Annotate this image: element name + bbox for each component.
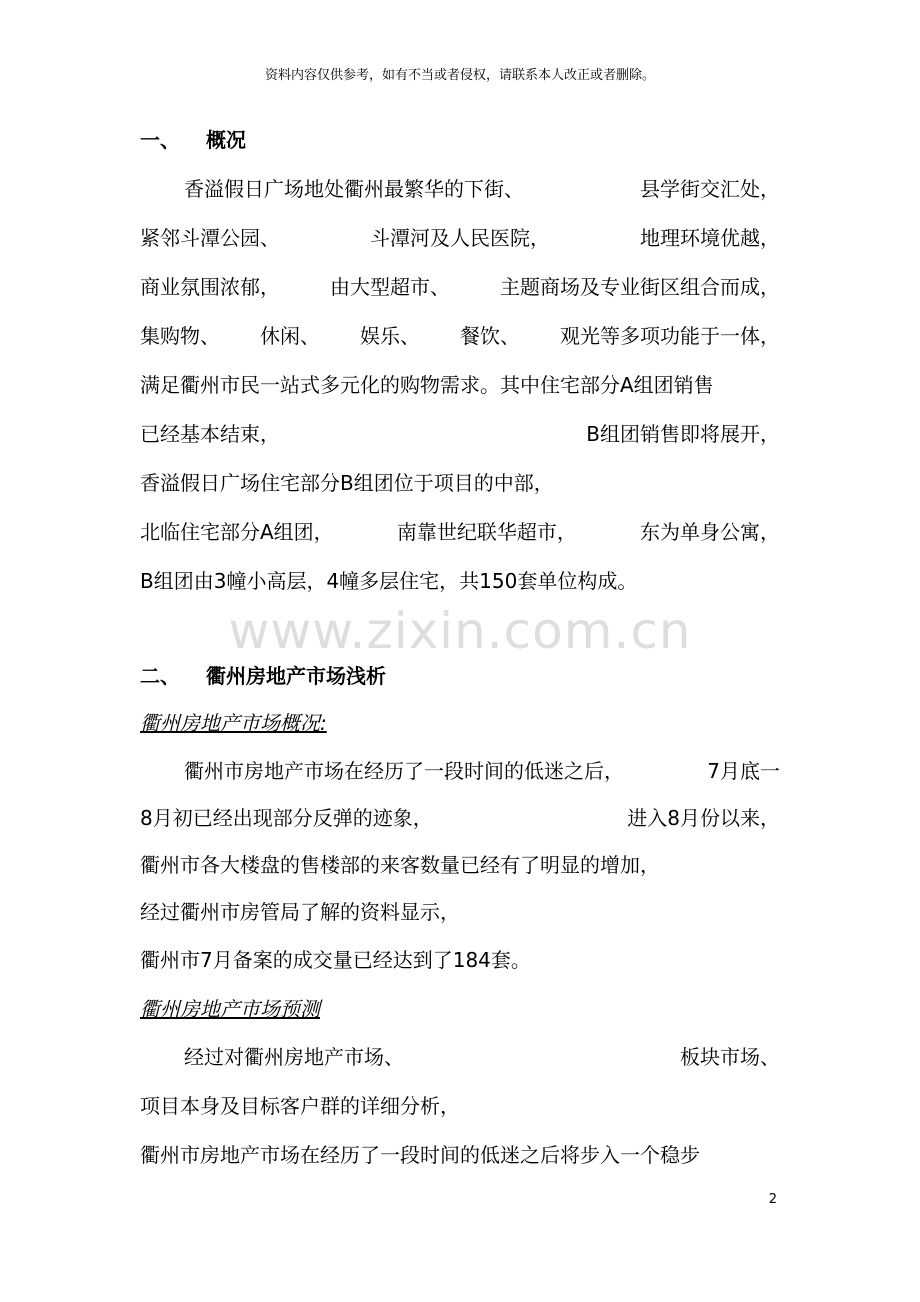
paragraph-line bbox=[140, 271, 780, 300]
text-segment: 8月初已经出现部分反弹的迹象， bbox=[140, 806, 433, 830]
paragraph-line bbox=[140, 418, 780, 447]
paragraph-line bbox=[140, 516, 780, 545]
paragraph-line bbox=[140, 222, 780, 251]
paragraph-line bbox=[140, 944, 780, 973]
text-segment: 地理环境优越， bbox=[640, 226, 780, 250]
paragraph-line bbox=[140, 1090, 780, 1119]
paragraph-line bbox=[140, 320, 780, 349]
paragraph-line bbox=[184, 173, 780, 202]
text-segment: 香溢假日广场住宅部分B组团位于项目的中部， bbox=[140, 471, 554, 495]
text-segment: 板块市场、 bbox=[680, 1045, 780, 1069]
section1-heading bbox=[140, 124, 246, 153]
paragraph-line bbox=[140, 565, 780, 594]
text-segment: 衢州市房地产市场在经历了一段时间的低迷之后， bbox=[184, 759, 624, 783]
header-notice: 资料内容仅供参考，如有不当或者侵权，请联系本人改正或者删除。 bbox=[264, 68, 655, 83]
text-segment: 紧邻斗潭公园、 bbox=[140, 226, 280, 250]
paragraph-line bbox=[184, 1041, 780, 1070]
subsection-title: 衢州房地产市场预测 bbox=[140, 997, 320, 1021]
text-segment: 斗潭河及人民医院， bbox=[370, 226, 550, 250]
paragraph-line bbox=[140, 896, 780, 925]
paragraph-line bbox=[140, 369, 780, 398]
text-segment: 餐饮、 bbox=[460, 324, 520, 348]
paragraph-line bbox=[140, 1139, 780, 1168]
subsection-title: 衢州房地产市场概况: bbox=[140, 711, 327, 735]
text-segment: 主题商场及专业街区组合而成， bbox=[500, 275, 780, 299]
page-number: 2 bbox=[768, 1192, 777, 1207]
text-segment: 已经基本结束， bbox=[140, 422, 280, 446]
paragraph-line bbox=[140, 467, 780, 496]
text-segment: 由大型超市、 bbox=[330, 275, 450, 299]
paragraph-line bbox=[184, 755, 780, 784]
text-segment: 北临住宅部分A组团， bbox=[140, 520, 334, 544]
text-segment: 观光等多项功能于一体， bbox=[560, 324, 780, 348]
text-segment: B组团由3幢小高层，4幢多层住宅，共150套单位构成。 bbox=[140, 569, 638, 593]
text-segment: 项目本身及目标客户群的详细分析， bbox=[140, 1094, 460, 1118]
text-segment: B组团销售即将展开， bbox=[586, 422, 780, 446]
text-segment: 经过对衢州房地产市场、 bbox=[184, 1045, 404, 1069]
text-segment: 香溢假日广场地处衢州最繁华的下街、 bbox=[184, 177, 524, 201]
text-segment: 娱乐、 bbox=[360, 324, 420, 348]
text-segment: 商业氛围浓郁， bbox=[140, 275, 280, 299]
text-segment: 经过衢州市房管局了解的资料显示， bbox=[140, 900, 460, 924]
paragraph-line bbox=[140, 802, 780, 831]
text-segment: 休闲、 bbox=[260, 324, 320, 348]
text-segment: 满足衢州市民一站式多元化的购物需求。其中住宅部分A组团销售 bbox=[140, 373, 714, 397]
section2-heading bbox=[140, 660, 386, 689]
text-segment: 7月底一 bbox=[707, 759, 780, 783]
text-segment: 东为单身公寓， bbox=[640, 520, 780, 544]
text-segment: 衢州市7月备案的成交量已经达到了184套。 bbox=[140, 948, 531, 972]
text-segment: 南靠世纪联华超市， bbox=[396, 520, 577, 544]
section1-title: 概况 bbox=[206, 128, 246, 152]
text-segment: 衢州市房地产市场在经历了一段时间的低迷之后将步入一个稳步 bbox=[140, 1143, 700, 1167]
text-segment: 县学街交汇处， bbox=[640, 177, 780, 201]
text-segment: 进入8月份以来， bbox=[627, 806, 780, 830]
section1-number: 一、 bbox=[140, 128, 180, 152]
watermark: www.zixin.com.cn bbox=[228, 602, 692, 660]
text-segment: 集购物、 bbox=[140, 324, 220, 348]
section2-number: 二、 bbox=[140, 664, 180, 688]
paragraph-line bbox=[140, 849, 780, 878]
text-segment: 衢州市各大楼盘的售楼部的来客数量已经有了明显的增加， bbox=[140, 853, 660, 877]
section2-title: 衢州房地产市场浅析 bbox=[206, 664, 386, 688]
